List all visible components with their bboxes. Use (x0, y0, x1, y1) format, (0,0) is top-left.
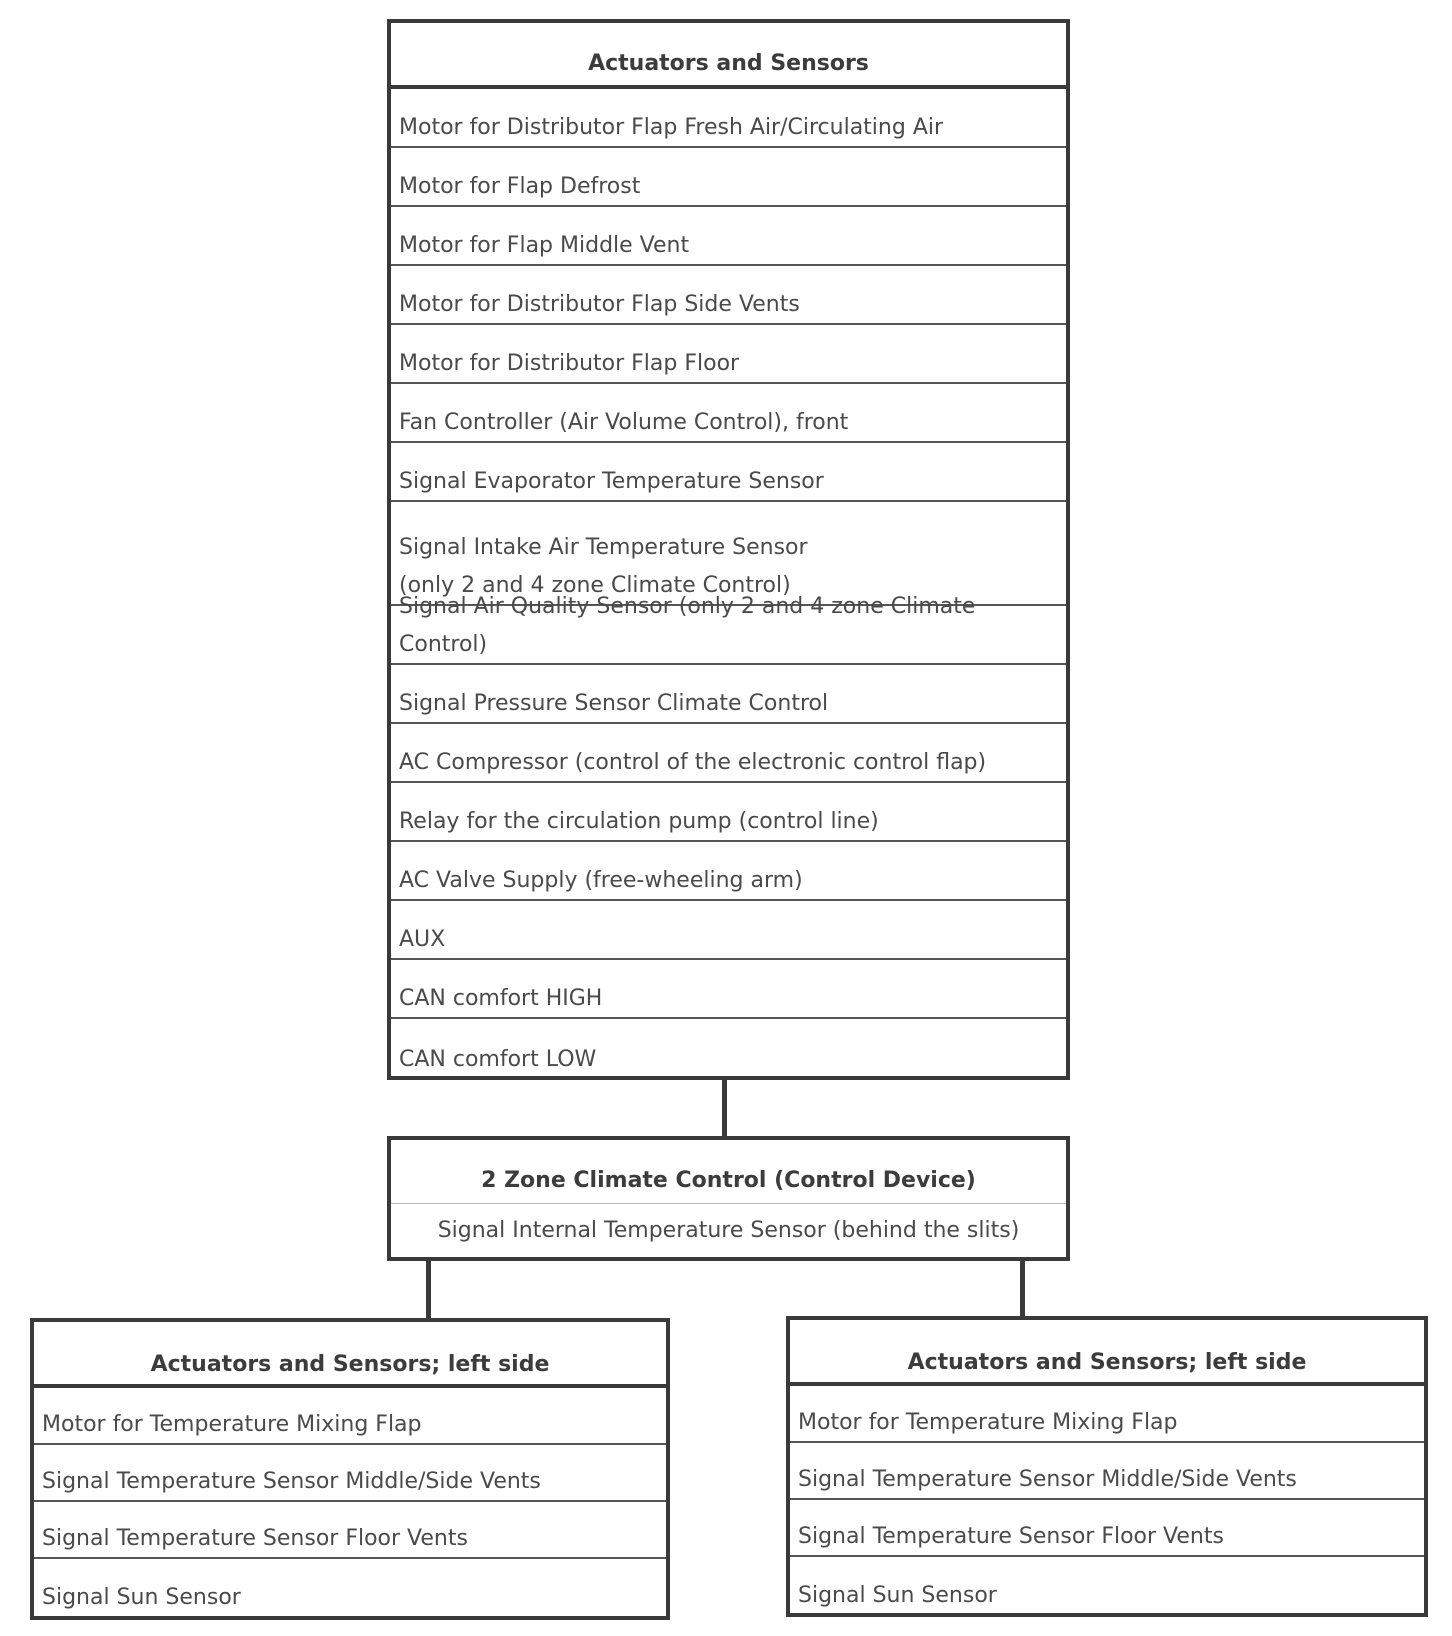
list-item (391, 665, 1066, 724)
list-item (391, 960, 1066, 1019)
actuators-sensors-box (387, 19, 1070, 1080)
list-item (790, 1443, 1424, 1500)
list-item (790, 1386, 1424, 1443)
list-item (34, 1559, 666, 1616)
list-item (391, 89, 1066, 148)
item-label: AUX (399, 926, 446, 952)
list-item (391, 325, 1066, 384)
item-label: Motor for Temperature Mixing Flap (42, 1411, 422, 1437)
actuators-sensors-title: Actuators and Sensors (391, 23, 1066, 89)
left-side-box (30, 1318, 670, 1620)
right-side-title: Actuators and Sensors; left side (790, 1320, 1424, 1386)
connector-controller-to-right (1020, 1261, 1025, 1316)
item-label: Signal Sun Sensor (798, 1582, 997, 1608)
item-label: AC Valve Supply (free-wheeling arm) (399, 867, 803, 893)
list-item (34, 1388, 666, 1445)
connector-controller-to-left (426, 1261, 431, 1318)
item-label: Motor for Distributor Flap Side Vents (399, 291, 800, 317)
list-item (391, 1019, 1066, 1078)
item-label: Signal Temperature Sensor Floor Vents (798, 1523, 1224, 1549)
list-item (391, 207, 1066, 266)
list-item (790, 1500, 1424, 1557)
item-label: Signal Sun Sensor (42, 1584, 241, 1610)
item-label: Signal Pressure Sensor Climate Control (399, 690, 829, 716)
list-item (34, 1445, 666, 1502)
item-label: CAN comfort LOW (399, 1046, 597, 1072)
right-side-box (786, 1316, 1428, 1617)
item-label: AC Compressor (control of the electronic control flap) (399, 749, 987, 775)
item-label: Motor for Flap Defrost (399, 173, 641, 199)
list-item (391, 266, 1066, 325)
climate-control-box (387, 1136, 1070, 1261)
climate-control-subtitle: Signal Internal Temperature Sensor (behind the slits) (437, 1218, 1020, 1243)
item-label: Signal Temperature Sensor Middle/Side Vents (798, 1466, 1297, 1492)
item-label: Motor for Temperature Mixing Flap (798, 1409, 1178, 1435)
list-item (391, 724, 1066, 783)
left-side-title: Actuators and Sensors; left side (34, 1322, 666, 1388)
item-label: Relay for the circulation pump (control line) (399, 808, 879, 834)
list-item (391, 594, 1066, 665)
item-label: Motor for Distributor Flap Fresh Air/Circulating Air (399, 114, 944, 140)
item-label: CAN comfort HIGH (399, 985, 603, 1011)
climate-control-title: 2 Zone Climate Control (Control Device) (391, 1140, 1066, 1204)
list-item (391, 384, 1066, 443)
item-label: Motor for Flap Middle Vent (399, 232, 690, 258)
list-item (391, 901, 1066, 960)
list-item (790, 1557, 1424, 1614)
item-label: Signal Temperature Sensor Floor Vents (42, 1525, 468, 1551)
list-item (34, 1502, 666, 1559)
item-label: Signal Intake Air Temperature Sensor (399, 535, 808, 561)
item-label-continued: (only 2 and 4 zone Climate Control) (399, 572, 791, 598)
list-item (391, 148, 1066, 207)
item-label: Signal Air Quality Sensor (only 2 and 4 zone Climate Control) (399, 594, 976, 657)
list-item (391, 783, 1066, 842)
item-label: Signal Evaporator Temperature Sensor (399, 468, 824, 494)
item-label: Signal Temperature Sensor Middle/Side Vents (42, 1468, 541, 1494)
item-label: Motor for Distributor Flap Floor (399, 350, 740, 376)
connector-main-to-controller (722, 1080, 727, 1136)
item-label: Fan Controller (Air Volume Control), front (399, 409, 849, 435)
list-item (391, 842, 1066, 901)
list-item (391, 443, 1066, 502)
